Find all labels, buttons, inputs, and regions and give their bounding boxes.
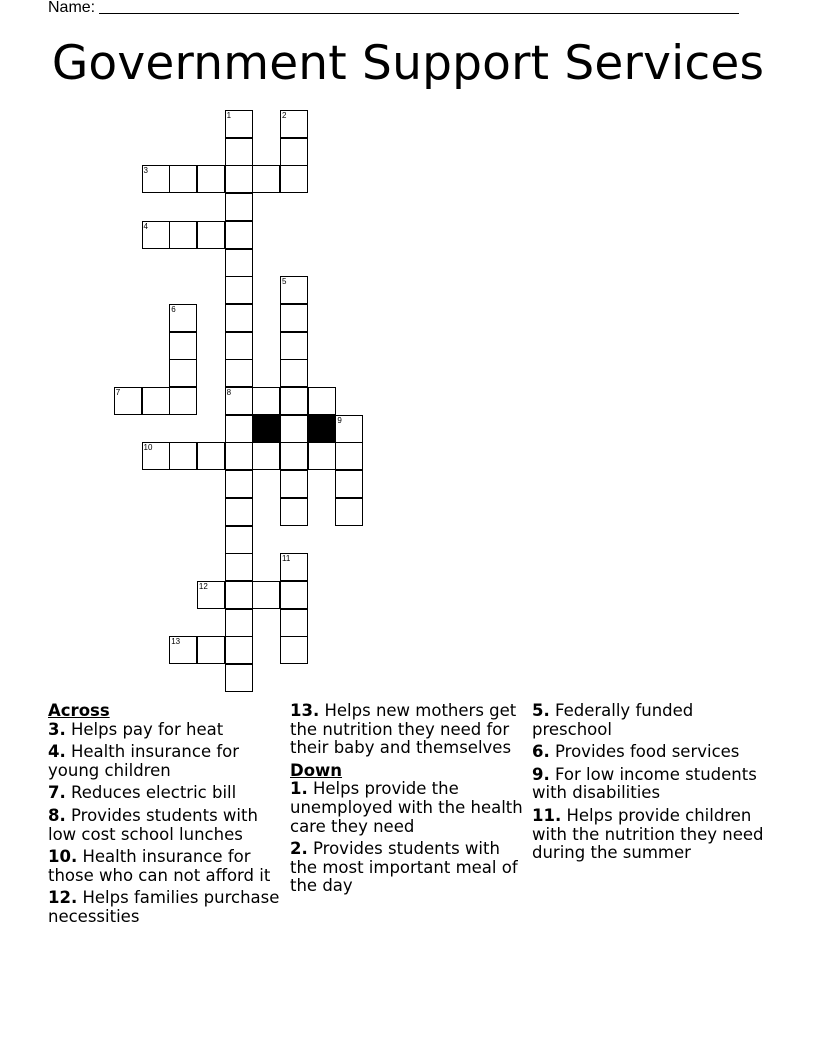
clue-across-13 [290,702,530,758]
clue-down-9 [532,766,772,803]
clue-text: Helps pay for heat [71,719,224,739]
grid-cell[interactable] [280,415,308,443]
clue-across-4 [48,743,288,780]
clue-number: 5. [532,701,550,720]
clue-number: 4. [48,742,66,762]
grid-cell[interactable] [252,387,280,415]
grid-cell[interactable] [169,221,197,249]
grid-cell[interactable] [197,581,225,609]
down-heading: Down [290,760,343,780]
clue-down-11 [532,807,772,863]
clue-across-10 [48,848,288,885]
grid-cell[interactable] [197,636,225,664]
clue-number-label: 4 [143,221,148,231]
grid-cell[interactable] [225,442,253,470]
grid-cell[interactable] [142,221,170,249]
grid-cell[interactable] [169,304,197,332]
grid-cell[interactable] [142,387,170,415]
clue-down-6 [532,743,772,762]
grid-cell[interactable] [280,387,308,415]
grid-cell[interactable] [280,442,308,470]
clue-number-label: 3 [143,166,148,176]
clue-text: For low income students with disabilities [532,764,757,803]
grid-cell[interactable] [280,553,308,581]
grid-cell[interactable] [335,498,363,526]
name-label: Name: [48,0,96,16]
clue-text: Health insurance for young children [48,742,240,780]
grid-cell[interactable] [225,276,253,304]
grid-cell[interactable] [280,609,308,637]
clue-down-1 [290,780,530,836]
clue-across-7 [48,784,288,803]
black-cell [308,415,336,443]
clue-number: 2. [290,839,308,859]
grid-cell[interactable] [225,664,253,692]
clue-number-label: 12 [198,581,208,591]
clue-down-2 [290,840,530,896]
grid-cell[interactable] [142,442,170,470]
grid-cell[interactable] [335,470,363,498]
clue-number: 13. [290,701,320,720]
grid-cell[interactable] [114,387,142,415]
clue-down-5 [532,702,772,739]
grid-cell[interactable] [308,387,336,415]
grid-cell[interactable] [280,110,308,138]
clue-text: Federally funded preschool [532,701,694,739]
page-title: Government Support Services [51,36,765,91]
clue-number-label: 2 [282,111,287,120]
grid-cell[interactable] [280,359,308,387]
grid-cell[interactable] [142,165,170,193]
grid-cell[interactable] [280,498,308,526]
grid-cell[interactable] [225,581,253,609]
grid-cell[interactable] [225,221,253,249]
grid-cell[interactable] [280,332,308,360]
clue-text: Helps provide children with the nutrition they need during the summer [532,805,764,863]
clue-text: Provides students with the most important meal of the day [290,839,518,896]
grid-cell[interactable] [335,442,363,470]
grid-cell[interactable] [197,165,225,193]
grid-cell[interactable] [252,442,280,470]
grid-cell[interactable] [280,581,308,609]
clue-across-12 [48,889,288,926]
grid-cell[interactable] [280,636,308,664]
clue-number: 7. [48,783,66,803]
grid-cell[interactable] [225,165,253,193]
grid-cell[interactable] [169,359,197,387]
grid-cell[interactable] [169,387,197,415]
clue-number-label: 8 [226,388,232,397]
across-heading: Across [48,701,110,720]
clue-text: Provides students with low cost school lunches [48,805,258,844]
grid-cell[interactable] [225,526,253,554]
grid-cell[interactable] [225,332,253,360]
clues-column-3 [532,702,772,867]
grid-cell[interactable] [280,304,308,332]
clue-text: Helps new mothers get the nutrition they need for their baby and themselves [290,701,517,758]
grid-cell[interactable] [225,498,253,526]
clue-number-label: 5 [282,277,287,287]
clue-number: 10. [48,847,78,867]
clues-column-2 [290,702,530,900]
clue-number-label: 13 [171,637,181,647]
grid-cell[interactable] [225,249,253,277]
grid-cell[interactable] [197,221,225,249]
clues-column-1 [48,702,288,931]
grid-cell[interactable] [169,332,197,360]
clue-text: Reduces electric bill [71,783,237,803]
grid-cell[interactable] [252,165,280,193]
grid-cell[interactable] [225,609,253,637]
grid-cell[interactable] [280,165,308,193]
clue-number-label: 6 [171,304,176,314]
grid-cell[interactable] [225,359,253,387]
grid-cell[interactable] [280,470,308,498]
grid-cell[interactable] [225,636,253,664]
grid-cell[interactable] [308,442,336,470]
clue-number-label: 1 [226,111,232,120]
grid-cell[interactable] [169,165,197,193]
clue-number-label: 7 [115,388,121,397]
grid-cell[interactable] [280,138,308,166]
clue-text: Provides food services [555,742,740,762]
clue-number: 11. [532,805,562,825]
clue-number: 3. [48,719,66,739]
clue-text: Health insurance for those who can not afford it [48,847,271,885]
grid-cell[interactable] [225,387,253,415]
clue-number-label: 11 [282,554,291,564]
clue-across-3 [48,721,288,740]
black-cell [252,415,280,443]
grid-cell[interactable] [169,442,197,470]
clue-number-label: 10 [143,443,153,453]
grid-cell[interactable] [197,442,225,470]
clue-number-label: 9 [337,415,342,425]
grid-cell[interactable] [225,304,253,332]
grid-cell[interactable] [225,193,253,221]
clue-text: Helps families purchase necessities [48,888,280,926]
grid-cell[interactable] [225,470,253,498]
clue-across-8 [48,807,288,844]
grid-cell[interactable] [169,636,197,664]
clue-number: 8. [48,805,66,825]
grid-cell[interactable] [225,138,253,166]
grid-cell[interactable] [252,581,280,609]
grid-cell[interactable] [225,110,253,138]
clue-number: 9. [532,764,550,784]
clue-number: 12. [48,888,78,908]
grid-cell[interactable] [280,276,308,304]
grid-cell[interactable] [335,415,363,443]
clue-number: 1. [290,779,308,799]
grid-cell[interactable] [225,553,253,581]
grid-cell[interactable] [225,415,253,443]
clue-number: 6. [532,742,550,762]
clue-text: Helps provide the unemployed with the health care they need [290,779,523,836]
